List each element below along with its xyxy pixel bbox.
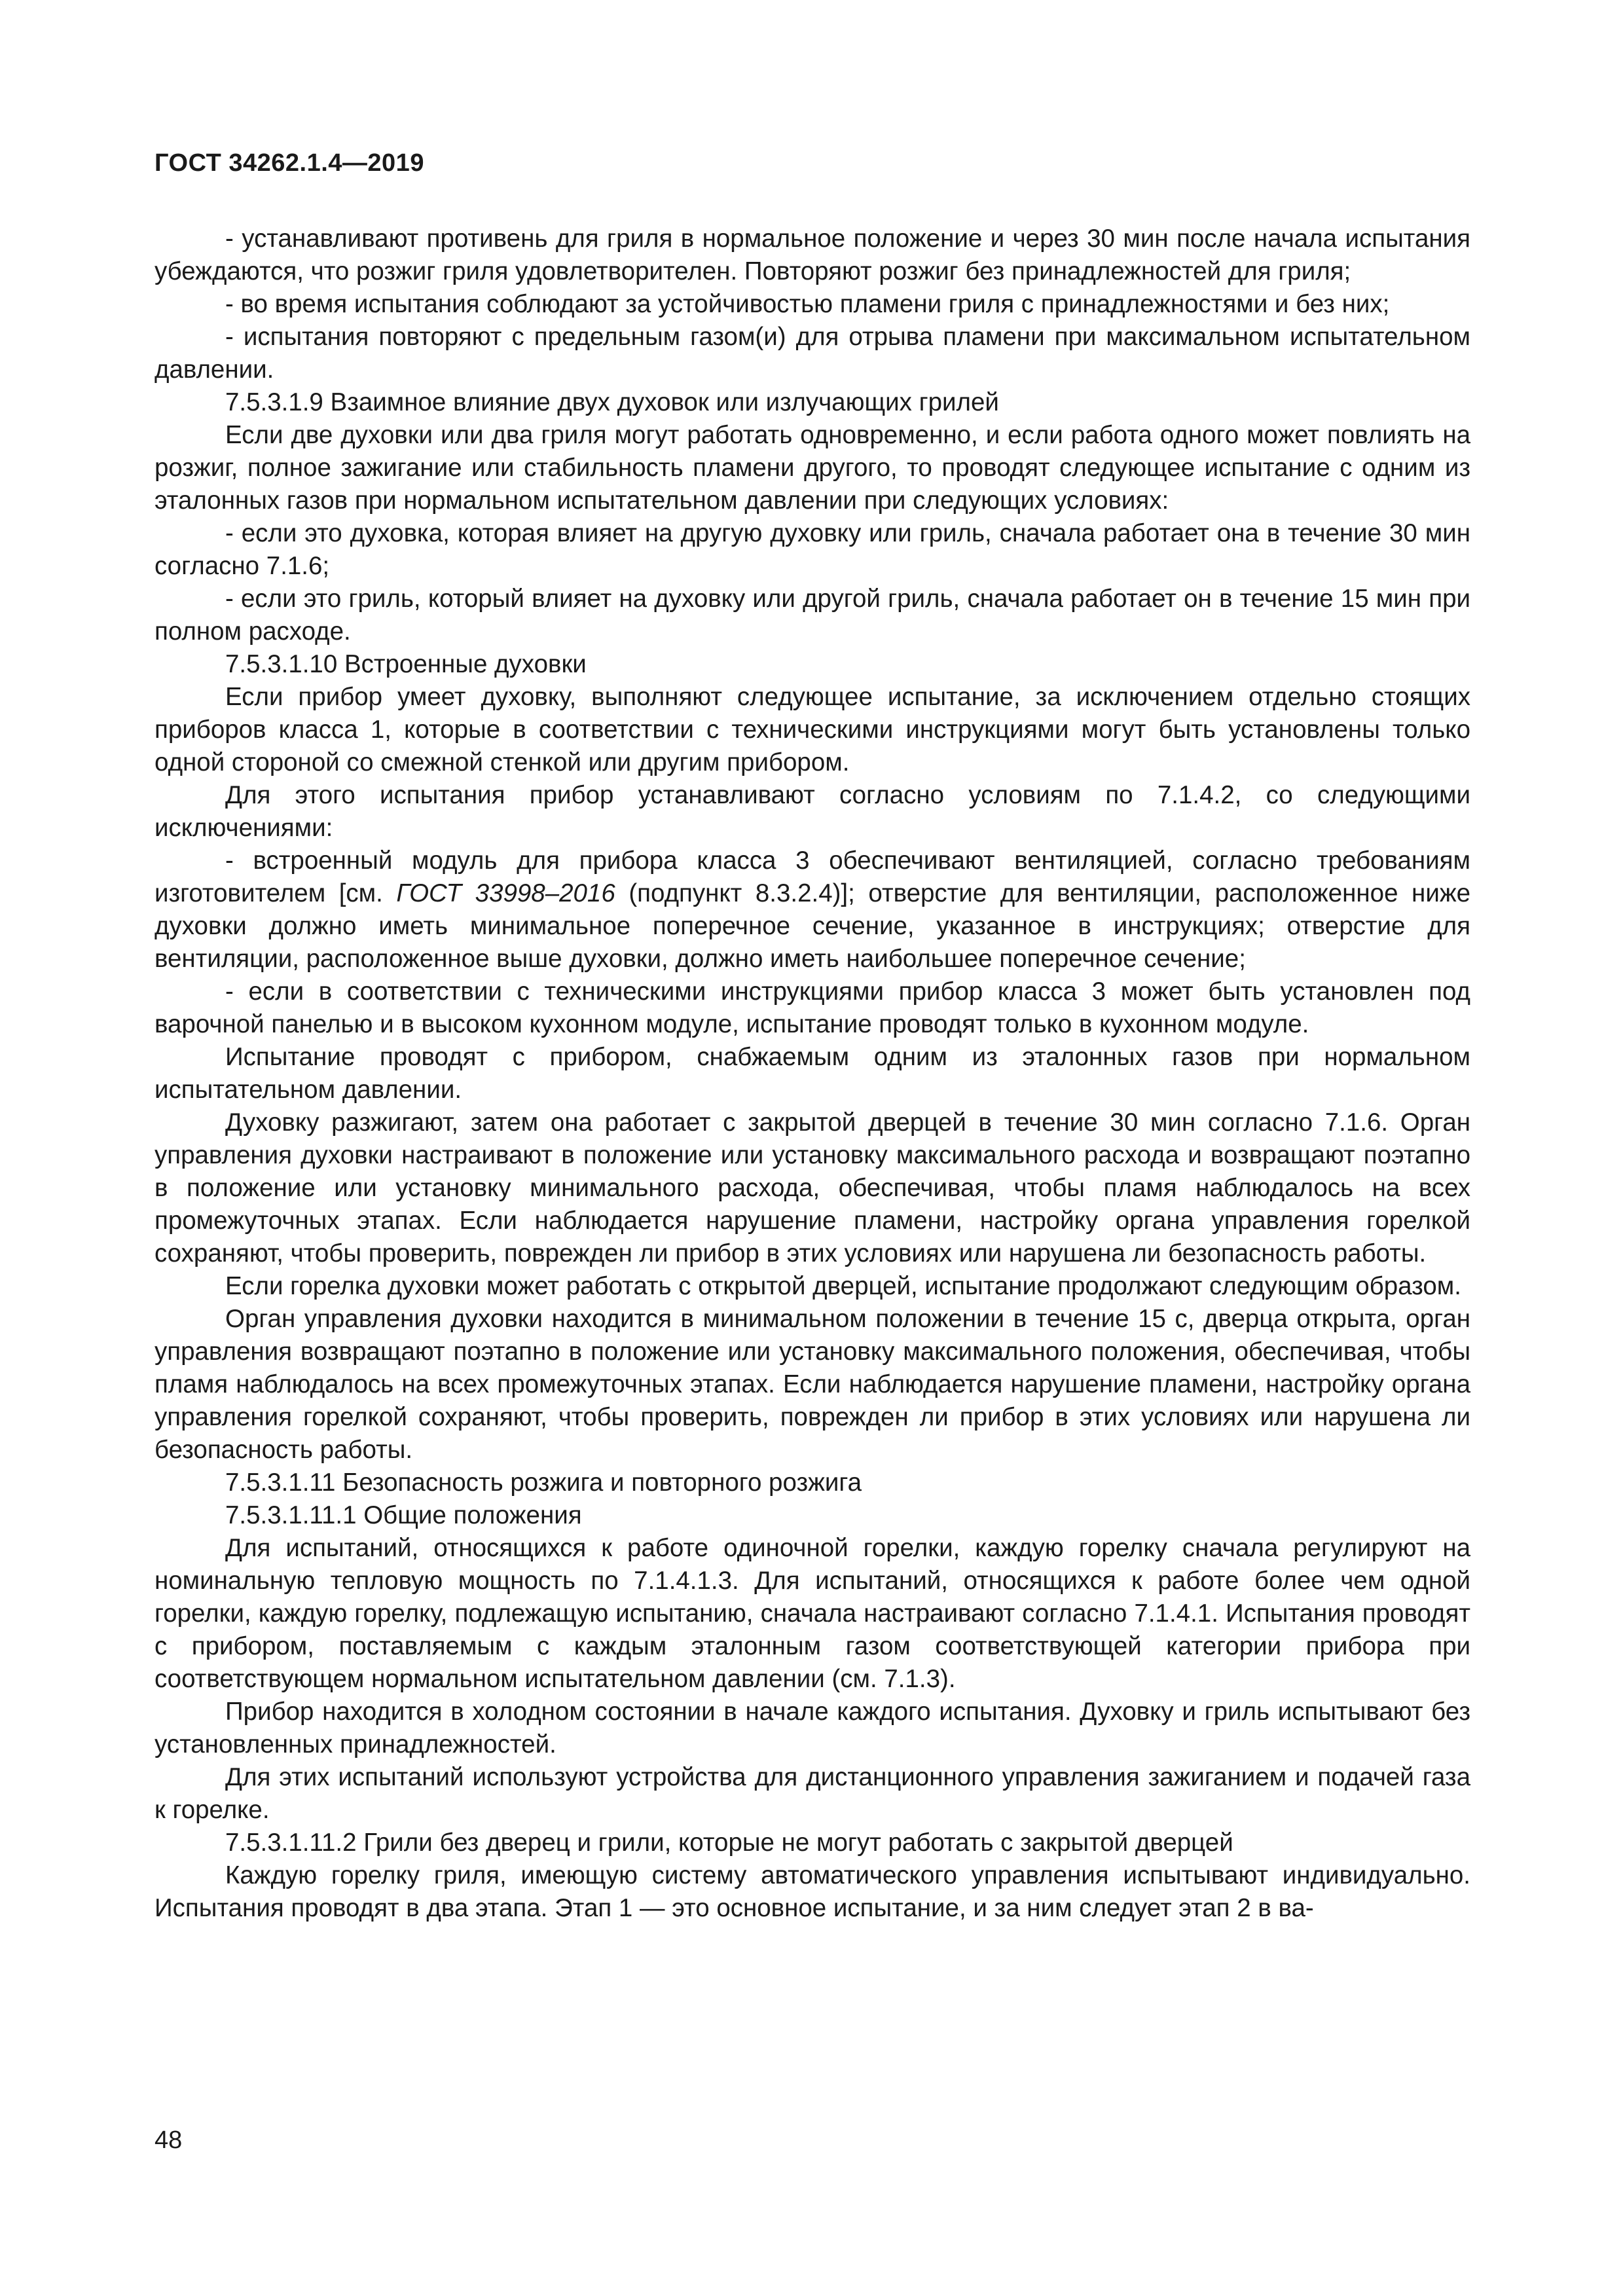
paragraph: Для этого испытания прибор устанавливают согласно условиям по 7.1.4.2, со следующими исключениями: <box>155 781 1470 842</box>
paragraph: Для этих испытаний используют устройства для дистанционного управления зажиганием и подачей газа к горелке. <box>155 1763 1470 1824</box>
paragraph-list-item: - испытания повторяют с предельным газом(и) для отрыва пламени при максимальном испытательном давлении. <box>155 323 1470 384</box>
section-heading: 7.5.3.1.9 Взаимное влияние двух духовок или излучающих грилей <box>225 388 999 416</box>
section-heading: 7.5.3.1.11.2 Грили без дверец и грили, которые не могут работать с закрытой дверцей <box>225 1829 1233 1857</box>
paragraph: Если прибор умеет духовку, выполняют следующее испытание, за исключением отдельно стоящих приборов класса 1, которые в соответствии с техническими инструкциями могут быть установлены только одной стороной со смежной стенкой или другим прибором. <box>155 683 1470 776</box>
paragraph: Для испытаний, относящихся к работе одиночной горелки, каждую горелку сначала регулируют на номинальную тепловую мощность по 7.1.4.1.3. Для испытаний, относящихся к работе более чем одной горелки, каждую горелку, подлежащую испытанию, сначала настраивают согласно 7.1.4.1. Испытания проводят с прибором, поставляемым с каждым эталонным газом соответствующей категории прибора при соответствующем нормальном испытательном давлении (см. 7.1.3). <box>155 1534 1470 1693</box>
standard-reference: ГОСТ 33998–2016 <box>396 879 615 907</box>
document-code-header: ГОСТ 34262.1.4—2019 <box>155 149 424 177</box>
paragraph: Испытание проводят с прибором, снабжаемым одним из эталонных газов при нормальном испытательном давлении. <box>155 1043 1470 1104</box>
paragraph: Каждую горелку гриля, имеющую систему автоматического управления испытывают индивидуально. Испытания проводят в два этапа. Этап 1 — это основное испытание, и за ним следует этап 2 в ва- <box>155 1861 1470 1922</box>
body-text <box>155 223 1470 1925</box>
paragraph-list-item: - устанавливают противень для гриля в нормальное положение и через 30 мин после начала испытания убеждаются, что розжиг гриля удовлетворителен. Повторяют розжиг без принадлежностей для гриля; <box>155 225 1470 285</box>
paragraph-list-item: - если в соответствии с техническими инструкциями прибор класса 3 может быть установлен под варочной панелью и в высоком кухонном модуле, испытание проводят только в кухонном модуле. <box>155 977 1470 1038</box>
paragraph-list-item: - во время испытания соблюдают за устойчивостью пламени гриля с принадлежностями и без них; <box>225 290 1390 318</box>
paragraph-list-item <box>155 845 1470 975</box>
paragraph-list-item: - если это гриль, который влияет на духовку или другой гриль, сначала работает он в течение 15 мин при полном расходе. <box>155 585 1470 646</box>
page-number: 48 <box>155 2126 183 2154</box>
paragraph-list-item: - если это духовка, которая влияет на другую духовку или гриль, сначала работает она в течение 30 мин согласно 7.1.6; <box>155 519 1470 580</box>
paragraph: Прибор находится в холодном состоянии в начале каждого испытания. Духовку и гриль испытывают без установленных принадлежностей. <box>155 1698 1470 1758</box>
text-segment: - встроенный модуль для прибора класса 3 обеспечивают вентиляцией, согласно требованиям изготовителем [см. <box>155 847 1470 907</box>
section-heading: 7.5.3.1.10 Встроенные духовки <box>225 650 587 678</box>
paragraph: Если горелка духовки может работать с открытой дверцей, испытание продолжают следующим образом. <box>225 1272 1461 1300</box>
section-heading: 7.5.3.1.11.1 Общие положения <box>225 1501 582 1529</box>
paragraph: Орган управления духовки находится в минимальном положении в течение 15 с, дверца открыта, орган управления возвращают поэтапно в положение или установку максимального положения, обеспечивая, чтобы пламя наблюдалось на всех промежуточных этапах. Если наблюдается нарушение пламени, настройку органа управления горелкой сохраняют, чтобы проверить, поврежден ли прибор в этих условиях или нарушена ли безопасность работы. <box>155 1305 1470 1464</box>
paragraph: Духовку разжигают, затем она работает с закрытой дверцей в течение 30 мин согласно 7.1.6. Орган управления духовки настраивают в положение или установку максимального расхода и возвращают поэтапно в положение или установку минимального расхода, обеспечивая, чтобы пламя наблюдалось на всех промежуточных этапах. Если наблюдается нарушение пламени, настройку органа управления горелкой сохраняют, чтобы проверить, поврежден ли прибор в этих условиях или нарушена ли безопасность работы. <box>155 1108 1470 1267</box>
text-segment: (подпункт 8.3.2.4)]; отверстие для вентиляции, расположенное ниже духовки должно иметь минимальное поперечное сечение, указанное в инструкциях; отверстие для вентиляции, расположенное выше духовки, должно иметь наибольшее поперечное сечение; <box>155 879 1470 973</box>
paragraph: Если две духовки или два гриля могут работать одновременно, и если работа одного может повлиять на розжиг, полное зажигание или стабильность пламени другого, то проводят следующее испытание с одним из эталонных газов при нормальном испытательном давлении при следующих условиях: <box>155 421 1470 515</box>
section-heading: 7.5.3.1.11 Безопасность розжига и повторного розжига <box>225 1468 862 1497</box>
